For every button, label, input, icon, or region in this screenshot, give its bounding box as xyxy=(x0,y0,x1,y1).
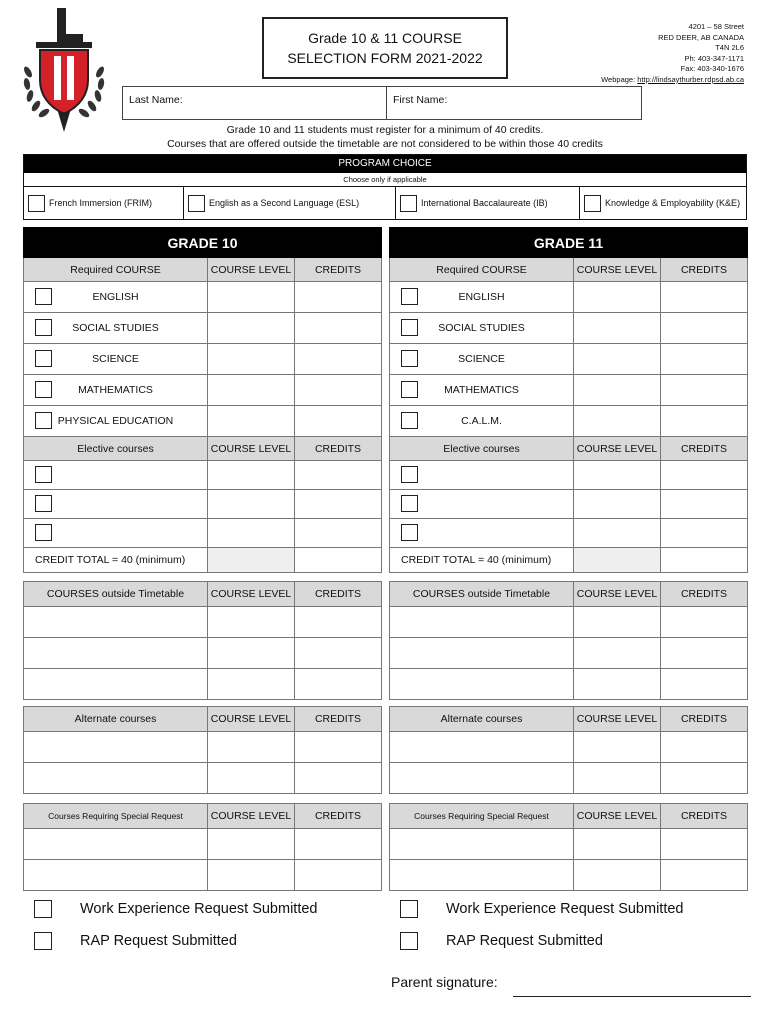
table-row xyxy=(390,607,748,638)
checkbox[interactable] xyxy=(401,495,418,512)
course-level-cell[interactable] xyxy=(208,406,295,437)
request-label: RAP Request Submitted xyxy=(446,933,603,949)
credits-cell[interactable] xyxy=(661,607,748,638)
elective-header: Elective courses xyxy=(24,437,208,461)
credits-cell[interactable] xyxy=(295,860,382,891)
course-level-cell[interactable] xyxy=(208,763,295,794)
program-option-label: International Baccalaureate (IB) xyxy=(421,198,548,208)
credits-cell[interactable] xyxy=(295,607,382,638)
checkbox[interactable] xyxy=(401,319,418,336)
table-row xyxy=(390,732,748,763)
course-cell[interactable] xyxy=(390,638,574,669)
checkbox[interactable] xyxy=(34,900,52,918)
table-row xyxy=(24,607,382,638)
course-cell[interactable] xyxy=(24,763,208,794)
credits-cell[interactable] xyxy=(661,375,748,406)
credits-cell[interactable] xyxy=(295,375,382,406)
table-row xyxy=(24,860,382,891)
checkbox[interactable] xyxy=(35,350,52,367)
course-level-header: COURSE LEVEL xyxy=(208,437,295,461)
credits-header: CREDITS xyxy=(295,258,382,282)
credits-cell[interactable] xyxy=(661,829,748,860)
grade11-outside-timetable-table xyxy=(389,581,748,700)
grade10-rap-request[interactable] xyxy=(34,932,237,950)
course-level-cell[interactable] xyxy=(208,829,295,860)
credits-header: CREDITS xyxy=(661,804,748,829)
program-option-ib[interactable] xyxy=(396,187,580,219)
table-row xyxy=(24,490,382,519)
course-level-header: COURSE LEVEL xyxy=(208,258,295,282)
webpage-link[interactable]: http://lindsaythurber.rdpsd.ab.ca xyxy=(637,74,744,84)
address-line: Fax: 403-340-1676 xyxy=(680,64,744,74)
table-row xyxy=(24,638,382,669)
credits-cell[interactable] xyxy=(295,313,382,344)
credit-total-row xyxy=(390,548,748,573)
credits-header: CREDITS xyxy=(295,582,382,607)
table-row xyxy=(24,313,382,344)
grade10-outside-timetable-table xyxy=(23,581,382,700)
credits-cell[interactable] xyxy=(661,860,748,891)
course-level-header: COURSE LEVEL xyxy=(574,707,661,732)
course-name: C.A.L.M. xyxy=(461,415,502,427)
credits-cell[interactable] xyxy=(295,732,382,763)
course-level-cell[interactable] xyxy=(574,344,661,375)
course-cell xyxy=(24,282,208,313)
credits-cell[interactable] xyxy=(295,406,382,437)
course-name: MATHEMATICS xyxy=(78,384,153,396)
credit-total-value[interactable] xyxy=(661,548,748,573)
address-line: 4201 – 58 Street xyxy=(688,22,744,31)
course-name: SCIENCE xyxy=(92,353,139,365)
grade10-special-request-table xyxy=(23,803,382,891)
outside-timetable-header: COURSES outside Timetable xyxy=(24,582,208,607)
checkbox[interactable] xyxy=(35,466,52,483)
course-level-cell[interactable] xyxy=(574,638,661,669)
request-label: Work Experience Request Submitted xyxy=(80,901,318,917)
course-level-cell[interactable] xyxy=(574,313,661,344)
course-cell[interactable] xyxy=(24,732,208,763)
course-level-cell[interactable] xyxy=(574,490,661,519)
grade11-special-request-table xyxy=(389,803,748,891)
course-level-cell[interactable] xyxy=(574,607,661,638)
credits-header: CREDITS xyxy=(295,804,382,829)
course-level-cell xyxy=(574,548,661,573)
course-level-cell[interactable] xyxy=(574,763,661,794)
credits-cell[interactable] xyxy=(661,313,748,344)
course-level-cell[interactable] xyxy=(208,375,295,406)
course-level-cell[interactable] xyxy=(208,282,295,313)
credits-cell[interactable] xyxy=(661,344,748,375)
checkbox[interactable] xyxy=(401,524,418,541)
grade11-title: GRADE 11 xyxy=(390,228,748,258)
credits-cell[interactable] xyxy=(295,461,382,490)
course-level-cell[interactable] xyxy=(208,313,295,344)
course-level-cell[interactable] xyxy=(574,732,661,763)
course-name: SOCIAL STUDIES xyxy=(72,322,159,334)
checkbox[interactable] xyxy=(34,932,52,950)
table-row xyxy=(24,406,382,437)
address-line: Ph: 403-347-1171 xyxy=(684,53,744,63)
checkbox[interactable] xyxy=(401,466,418,483)
checkbox[interactable] xyxy=(28,195,45,212)
program-options xyxy=(24,187,746,219)
special-request-header: Courses Requiring Special Request xyxy=(390,804,574,829)
credits-cell[interactable] xyxy=(661,519,748,548)
name-fields xyxy=(122,86,642,120)
course-cell xyxy=(390,406,574,437)
school-crest-logo xyxy=(22,6,106,134)
required-course-header: Required COURSE xyxy=(24,258,208,282)
credits-cell[interactable] xyxy=(295,669,382,700)
course-level-cell[interactable] xyxy=(208,638,295,669)
credits-cell[interactable] xyxy=(661,763,748,794)
program-choice xyxy=(23,154,747,220)
course-level-cell[interactable] xyxy=(574,860,661,891)
course-cell[interactable] xyxy=(390,860,574,891)
course-cell[interactable] xyxy=(24,607,208,638)
course-cell xyxy=(24,406,208,437)
last-name-field[interactable]: Last Name: xyxy=(123,87,387,119)
program-option-label: Knowledge & Employability (K&E) xyxy=(605,198,741,208)
alternate-header: Alternate courses xyxy=(24,707,208,732)
course-level-cell[interactable] xyxy=(208,607,295,638)
course-level-header: COURSE LEVEL xyxy=(574,582,661,607)
checkbox[interactable] xyxy=(584,195,601,212)
address-line: T4N 2L6 xyxy=(715,43,744,53)
grade10-table xyxy=(23,227,382,573)
title-line-1: Grade 10 & 11 COURSE xyxy=(308,30,462,46)
credit-total-label: CREDIT TOTAL = 40 (minimum) xyxy=(24,548,208,573)
address-line: RED DEER, AB CANADA xyxy=(658,32,744,42)
elective-cell[interactable] xyxy=(390,519,574,548)
alternate-header: Alternate courses xyxy=(390,707,574,732)
course-level-cell xyxy=(208,548,295,573)
table-row xyxy=(390,461,748,490)
credits-cell[interactable] xyxy=(661,638,748,669)
course-level-cell[interactable] xyxy=(208,344,295,375)
course-level-cell[interactable] xyxy=(208,490,295,519)
checkbox[interactable] xyxy=(35,319,52,336)
special-request-header: Courses Requiring Special Request xyxy=(24,804,208,829)
course-cell xyxy=(390,313,574,344)
checkbox[interactable] xyxy=(35,412,52,429)
program-option-ke[interactable] xyxy=(580,187,746,219)
course-level-cell[interactable] xyxy=(574,406,661,437)
course-cell[interactable] xyxy=(390,607,574,638)
credits-cell[interactable] xyxy=(295,519,382,548)
course-cell[interactable] xyxy=(390,669,574,700)
table-row xyxy=(390,669,748,700)
course-name: ENGLISH xyxy=(458,291,505,303)
credits-header: CREDITS xyxy=(661,707,748,732)
checkbox[interactable] xyxy=(401,381,418,398)
webpage-line xyxy=(601,75,744,86)
credits-header: CREDITS xyxy=(295,707,382,732)
credit-total-label: CREDIT TOTAL = 40 (minimum) xyxy=(390,548,574,573)
credits-cell[interactable] xyxy=(661,490,748,519)
course-cell xyxy=(24,375,208,406)
credit-total-row xyxy=(24,548,382,573)
credit-notes xyxy=(0,123,770,151)
credits-cell[interactable] xyxy=(661,406,748,437)
grade11-table xyxy=(389,227,748,573)
required-course-header: Required COURSE xyxy=(390,258,574,282)
outside-timetable-header: COURSES outside Timetable xyxy=(390,582,574,607)
course-level-cell[interactable] xyxy=(208,860,295,891)
credits-cell[interactable] xyxy=(295,344,382,375)
first-name-field[interactable]: First Name: xyxy=(393,94,448,106)
checkbox[interactable] xyxy=(401,350,418,367)
credits-cell[interactable] xyxy=(661,669,748,700)
program-option-label: French Immersion (FRIM) xyxy=(49,198,153,208)
checkbox[interactable] xyxy=(35,495,52,512)
webpage-label: Webpage: xyxy=(601,74,636,84)
checkbox[interactable] xyxy=(400,195,417,212)
credits-cell[interactable] xyxy=(661,732,748,763)
table-row xyxy=(24,763,382,794)
form-title xyxy=(262,17,508,79)
table-row xyxy=(24,344,382,375)
course-cell xyxy=(390,375,574,406)
credits-header: CREDITS xyxy=(661,437,748,461)
table-row xyxy=(390,490,748,519)
title-line-2: SELECTION FORM 2021-2022 xyxy=(287,50,483,66)
credits-header: CREDITS xyxy=(295,437,382,461)
course-cell xyxy=(24,313,208,344)
table-row xyxy=(24,829,382,860)
course-cell[interactable] xyxy=(390,732,574,763)
course-level-header: COURSE LEVEL xyxy=(208,804,295,829)
school-address xyxy=(601,22,744,86)
credit-total-value[interactable] xyxy=(295,548,382,573)
request-label: Work Experience Request Submitted xyxy=(446,901,684,917)
note-line: Grade 10 and 11 students must register for a minimum of 40 credits. xyxy=(226,124,544,136)
credits-cell[interactable] xyxy=(295,763,382,794)
table-row xyxy=(390,829,748,860)
checkbox[interactable] xyxy=(401,288,418,305)
elective-cell[interactable] xyxy=(390,490,574,519)
table-row xyxy=(390,406,748,437)
grade11-rap-request[interactable] xyxy=(400,932,603,950)
parent-signature-line[interactable] xyxy=(513,996,751,997)
course-level-header: COURSE LEVEL xyxy=(208,582,295,607)
credits-cell[interactable] xyxy=(661,282,748,313)
credits-cell[interactable] xyxy=(295,490,382,519)
table-row xyxy=(390,763,748,794)
program-option-esl[interactable] xyxy=(184,187,396,219)
course-name: PHYSICAL EDUCATION xyxy=(57,415,174,427)
grade11-work-experience-request[interactable] xyxy=(400,900,684,918)
credits-header: CREDITS xyxy=(661,258,748,282)
course-cell[interactable] xyxy=(24,669,208,700)
checkbox[interactable] xyxy=(400,900,418,918)
program-choice-subtitle: Choose only if applicable xyxy=(24,173,746,187)
grade10-work-experience-request[interactable] xyxy=(34,900,318,918)
credits-header: CREDITS xyxy=(661,582,748,607)
course-level-header: COURSE LEVEL xyxy=(574,437,661,461)
checkbox[interactable] xyxy=(400,932,418,950)
table-row xyxy=(24,282,382,313)
grade10-alternate-table xyxy=(23,706,382,794)
course-level-cell[interactable] xyxy=(208,519,295,548)
course-level-cell[interactable] xyxy=(208,669,295,700)
table-row xyxy=(390,860,748,891)
course-level-cell[interactable] xyxy=(574,282,661,313)
course-level-cell[interactable] xyxy=(574,669,661,700)
table-row xyxy=(24,375,382,406)
credits-cell[interactable] xyxy=(295,638,382,669)
course-level-cell[interactable] xyxy=(574,375,661,406)
course-cell[interactable] xyxy=(24,860,208,891)
note-line: Courses that are offered outside the timetable are not considered to be within those 40 credits xyxy=(167,138,603,150)
course-cell xyxy=(24,344,208,375)
course-level-header: COURSE LEVEL xyxy=(208,707,295,732)
course-cell xyxy=(390,344,574,375)
course-name: ENGLISH xyxy=(92,291,139,303)
course-name: MATHEMATICS xyxy=(444,384,519,396)
elective-cell[interactable] xyxy=(24,490,208,519)
course-cell xyxy=(390,282,574,313)
course-level-cell[interactable] xyxy=(208,732,295,763)
elective-header: Elective courses xyxy=(390,437,574,461)
course-name: SCIENCE xyxy=(458,353,505,365)
course-name: SOCIAL STUDIES xyxy=(438,322,525,334)
credits-cell[interactable] xyxy=(295,282,382,313)
course-level-header: COURSE LEVEL xyxy=(574,804,661,829)
course-level-cell[interactable] xyxy=(574,461,661,490)
course-cell[interactable] xyxy=(390,763,574,794)
grade10-title: GRADE 10 xyxy=(24,228,382,258)
parent-signature-label: Parent signature: xyxy=(391,974,498,990)
program-choice-title: PROGRAM CHOICE xyxy=(24,155,746,173)
table-row xyxy=(390,375,748,406)
table-row xyxy=(24,461,382,490)
grade11-alternate-table xyxy=(389,706,748,794)
table-row xyxy=(390,282,748,313)
course-level-cell[interactable] xyxy=(574,829,661,860)
course-cell[interactable] xyxy=(390,829,574,860)
checkbox[interactable] xyxy=(188,195,205,212)
checkbox[interactable] xyxy=(35,288,52,305)
checkbox[interactable] xyxy=(401,412,418,429)
table-row xyxy=(390,519,748,548)
checkbox[interactable] xyxy=(35,381,52,398)
table-row xyxy=(24,519,382,548)
program-option-frim[interactable] xyxy=(24,187,184,219)
elective-cell[interactable] xyxy=(24,519,208,548)
credits-cell[interactable] xyxy=(295,829,382,860)
course-cell[interactable] xyxy=(24,638,208,669)
table-row xyxy=(390,344,748,375)
request-label: RAP Request Submitted xyxy=(80,933,237,949)
course-level-cell[interactable] xyxy=(574,519,661,548)
checkbox[interactable] xyxy=(35,524,52,541)
course-level-cell[interactable] xyxy=(208,461,295,490)
course-cell[interactable] xyxy=(24,829,208,860)
table-row xyxy=(24,669,382,700)
credits-cell[interactable] xyxy=(661,461,748,490)
table-row xyxy=(390,313,748,344)
elective-cell[interactable] xyxy=(390,461,574,490)
course-level-header: COURSE LEVEL xyxy=(574,258,661,282)
elective-cell[interactable] xyxy=(24,461,208,490)
program-option-label: English as a Second Language (ESL) xyxy=(209,198,360,208)
table-row xyxy=(24,732,382,763)
table-row xyxy=(390,638,748,669)
